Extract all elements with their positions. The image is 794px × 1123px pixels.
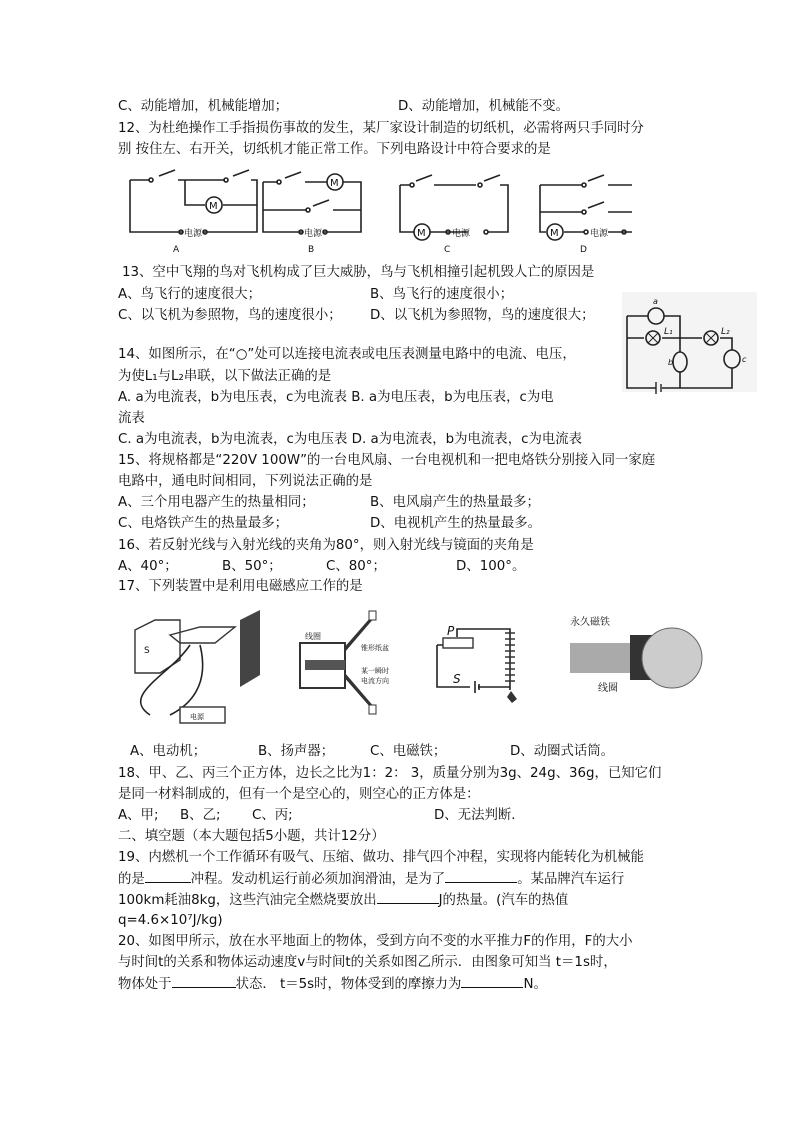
q20-text: 物体处于 bbox=[118, 977, 172, 992]
answer-blank-5[interactable] bbox=[461, 975, 523, 988]
q20-text: 状态． t＝5s时，物体受到的摩擦力为 bbox=[235, 977, 462, 992]
q13-options-cd bbox=[118, 307, 595, 325]
motor-figure bbox=[135, 610, 260, 723]
q18-option-c: C、丙; bbox=[252, 808, 293, 823]
q17-option-d: D、动圈式话筒。 bbox=[510, 744, 615, 759]
svg-text:M: M bbox=[417, 228, 426, 239]
q18-options bbox=[118, 807, 516, 825]
q16-option-c: C、80°； bbox=[326, 559, 386, 574]
q20-text: N。 bbox=[523, 977, 547, 992]
label-b: B bbox=[308, 245, 315, 255]
q19-text: 100km耗油8kg，这些汽油完全燃烧要放出 bbox=[118, 893, 377, 908]
microphone-figure bbox=[570, 615, 702, 694]
q20-stem-3 bbox=[118, 975, 547, 994]
section-2-heading: 二、填空题（本大题包括5小题，共计12分） bbox=[118, 829, 385, 844]
answer-blank-4[interactable] bbox=[172, 975, 236, 988]
q19-text: 冲程。发动机运行前必须加润滑油，是为了 bbox=[190, 872, 446, 887]
q17-option-c: C、电磁铁； bbox=[370, 744, 447, 759]
circuit-a bbox=[130, 170, 257, 255]
q19-text: 。某品牌汽车运行 bbox=[517, 872, 625, 887]
label-c: C bbox=[444, 245, 451, 255]
current-label-1: 某一瞬时 bbox=[361, 667, 389, 675]
q19-stem-4: q=4.6×10⁷J/kg) bbox=[118, 913, 223, 928]
q19-stem-3 bbox=[118, 891, 568, 910]
q20-stem-2: 与时间t的关系和物体运动速度v与时间t的关系如图乙所示．由图象可知当 t＝1s时， bbox=[118, 955, 617, 970]
q18-option-d: D、无法判断. bbox=[434, 808, 516, 823]
answer-blank-1[interactable] bbox=[145, 870, 191, 883]
current-label-2: 电流方向 bbox=[361, 677, 389, 685]
q14-options-ab: A. a为电流表，b为电压表，c为电流表 B. a为电压表，b为电压表，c为电 bbox=[118, 390, 554, 405]
power-label: 电源 bbox=[184, 229, 203, 239]
q17-option-a: A、电动机； bbox=[130, 744, 207, 759]
answer-blank-3[interactable] bbox=[377, 891, 439, 904]
svg-text:M: M bbox=[330, 178, 339, 189]
q13-option-a: A、鸟飞行的速度很大； bbox=[118, 287, 262, 302]
q11-options bbox=[118, 98, 569, 116]
q15-option-c: C、电烙铁产生的热量最多； bbox=[118, 516, 289, 531]
answer-blank-2[interactable] bbox=[445, 870, 517, 883]
power-box-label: 电源 bbox=[190, 713, 204, 721]
meter-a-label: a bbox=[653, 297, 658, 306]
q18-option-b: B、乙; bbox=[180, 808, 221, 823]
q16-stem: 16、若反射光线与入射光线的夹角为80°，则入射光线与镜面的夹角是 bbox=[118, 538, 534, 553]
permanent-magnet-label: 永久磁铁 bbox=[570, 617, 610, 628]
circuit-c bbox=[400, 175, 508, 255]
cone-label: 锥形纸盆 bbox=[361, 644, 389, 652]
magnet-s-label: S bbox=[144, 646, 150, 656]
meter-b-label: b bbox=[668, 358, 674, 367]
q18-stem-2: 是同一材料制成的，但有一个是空心的，则空心的正方体是： bbox=[118, 787, 480, 802]
q16-option-a: A、40°； bbox=[118, 559, 178, 574]
label-p: P bbox=[447, 624, 455, 638]
q12-circuit-diagrams bbox=[125, 170, 655, 260]
circuit-d bbox=[540, 175, 632, 255]
q17-option-b: B、扬声器； bbox=[258, 744, 335, 759]
circuit-b bbox=[263, 172, 361, 255]
mic-coil-label: 线圈 bbox=[598, 683, 618, 694]
label-s: S bbox=[453, 672, 461, 686]
q19-text: 的是 bbox=[118, 872, 145, 887]
q11-option-d: D、动能增加，机械能不变。 bbox=[398, 99, 569, 114]
q12-stem-1: 12、为杜绝操作工手指损伤事故的发生，某厂家设计制造的切纸机，必需将两只手同时分 bbox=[118, 121, 644, 136]
meter-c-label: c bbox=[742, 355, 747, 364]
q14-stem-1: 14、如图所示，在“○”处可以连接电流表或电压表测量电路中的电流、电压， bbox=[118, 347, 576, 362]
q14-options-ab-cont: 流表 bbox=[118, 411, 145, 426]
lamp-l2-label: L₂ bbox=[721, 327, 730, 337]
q17-stem: 17、下列装置中是利用电磁感应工作的是 bbox=[118, 579, 363, 594]
q15-option-b: B、电风扇产生的热量最多； bbox=[370, 495, 540, 510]
q15-options-cd bbox=[118, 515, 541, 533]
svg-text:电源: 电源 bbox=[452, 229, 471, 239]
electromagnet-figure bbox=[437, 624, 517, 703]
q19-text: J的热量。(汽车的热值 bbox=[438, 893, 569, 908]
motor-label: M bbox=[209, 201, 218, 212]
q19-stem-2 bbox=[118, 870, 624, 889]
label-a: A bbox=[173, 245, 180, 255]
speaker-figure bbox=[300, 611, 389, 714]
svg-text:电源: 电源 bbox=[304, 229, 323, 239]
q19-stem-1: 19、内燃机一个工作循环有吸气、压缩、做功、排气四个冲程，实现将内能转化为机械能 bbox=[118, 850, 644, 865]
q18-option-a: A、甲; bbox=[118, 808, 159, 823]
q16-option-d: D、100°。 bbox=[456, 559, 526, 574]
q18-stem-1: 18、甲、乙、丙三个正方体，边长之比为1：2： 3，质量分别为3g、24g、36g，已知它们 bbox=[118, 766, 662, 781]
label-d: D bbox=[580, 245, 587, 255]
q13-option-c: C、以飞机为参照物，鸟的速度很小； bbox=[118, 308, 342, 323]
q13-stem: 13、空中飞翔的鸟对飞机构成了巨大威胁，鸟与飞机相撞引起机毁人亡的原因是 bbox=[122, 265, 595, 280]
q15-option-d: D、电视机产生的热量最多。 bbox=[370, 516, 541, 531]
q13-options-ab bbox=[118, 286, 514, 304]
q14-circuit-figure bbox=[622, 292, 757, 392]
q12-stem-2: 别 按住左、右开关，切纸机才能正常工作。下列电路设计中符合要求的是 bbox=[118, 142, 551, 157]
q16-options bbox=[118, 558, 526, 576]
q13-option-b: B、鸟飞行的速度很小； bbox=[370, 287, 514, 302]
q14-options-cd: C. a为电流表，b为电流表，c为电压表 D. a为电流表，b为电流表，c为电流表 bbox=[118, 432, 583, 447]
q17-device-figures bbox=[130, 605, 680, 735]
svg-text:电源: 电源 bbox=[590, 229, 609, 239]
svg-text:M: M bbox=[550, 228, 559, 239]
coil-label: 线圈 bbox=[305, 632, 321, 641]
q13-option-d: D、以飞机为参照物，鸟的速度很大； bbox=[370, 308, 595, 323]
q11-option-c: C、动能增加，机械能增加； bbox=[118, 99, 289, 114]
q15-option-a: A、三个用电器产生的热量相同； bbox=[118, 495, 315, 510]
q14-stem-2: 为使L₁与L₂串联，以下做法正确的是 bbox=[118, 369, 332, 384]
q15-options-ab bbox=[118, 494, 540, 512]
q17-options bbox=[130, 743, 615, 761]
q20-stem-1: 20、如图甲所示，放在水平地面上的物体，受到方向不变的水平推力F的作用，F的大小 bbox=[118, 934, 633, 949]
q15-stem-1: 15、将规格都是“220V 100W”的一台电风扇、一台电视机和一把电烙铁分别接入同一家庭 bbox=[118, 453, 656, 468]
q16-option-b: B、50°； bbox=[222, 559, 282, 574]
lamp-l1-label: L₁ bbox=[664, 327, 673, 337]
q15-stem-2: 电路中，通电时间相同，下列说法正确的是 bbox=[118, 474, 373, 489]
